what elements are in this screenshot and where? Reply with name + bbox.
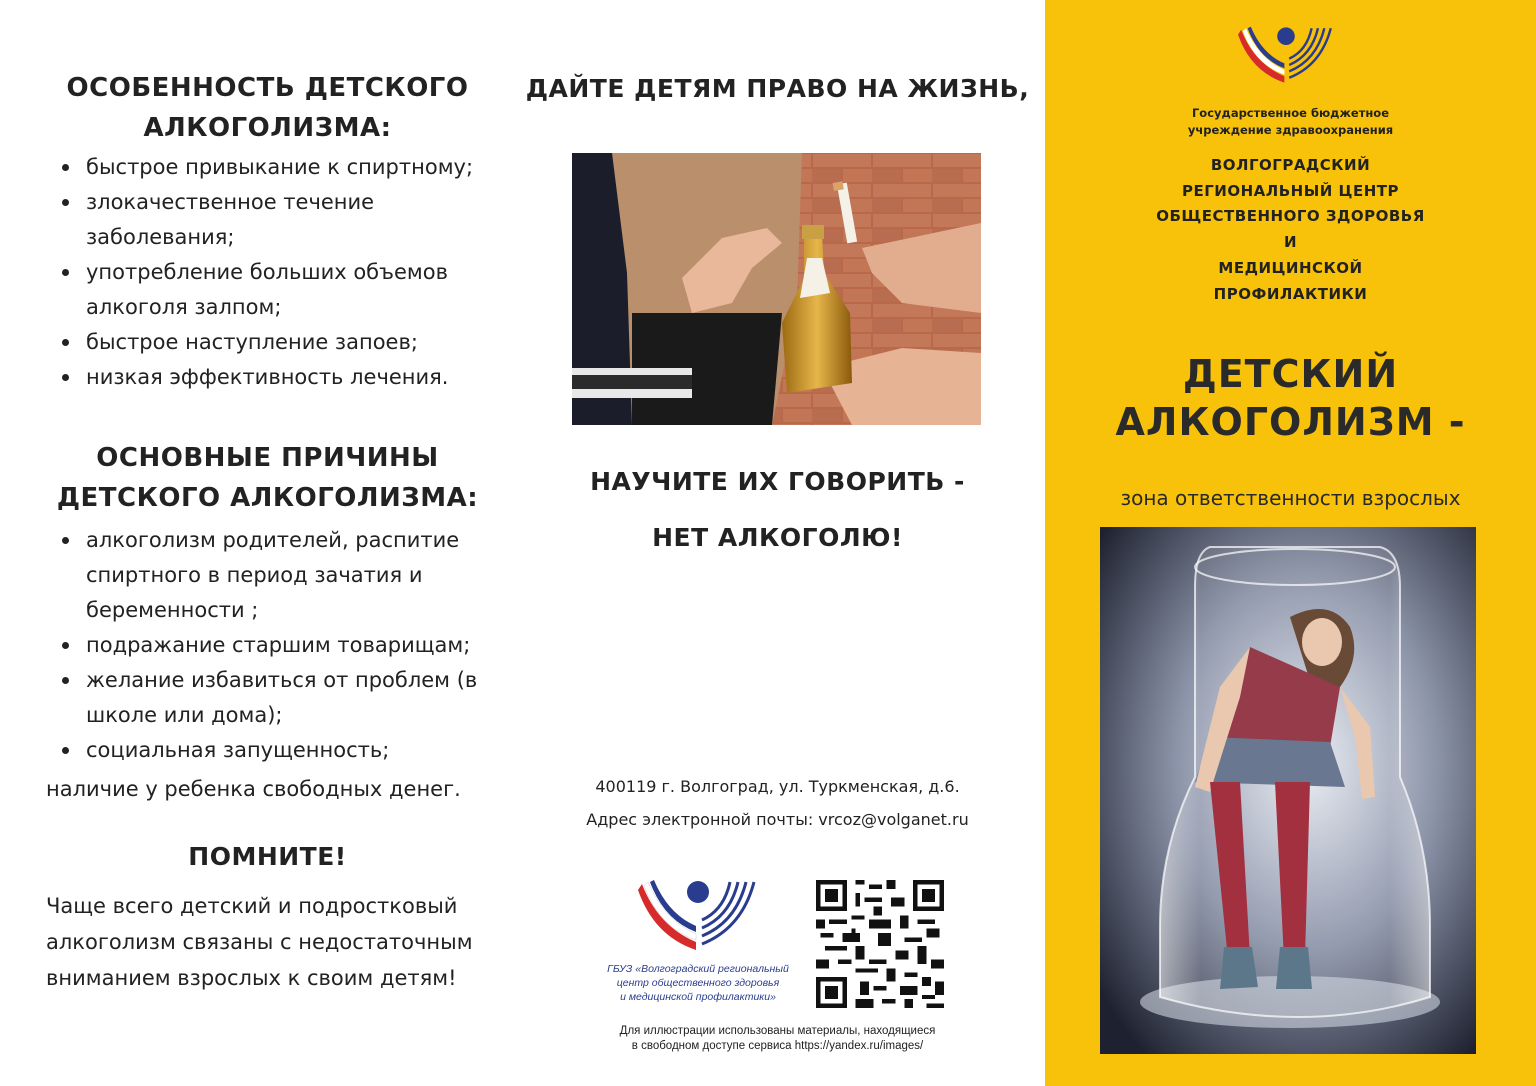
feature-item: употребление больших объемов алкоголя залпом;	[46, 255, 506, 325]
feature-item: быстрое наступление запоев;	[46, 325, 506, 360]
brochure-title: ДЕТСКИЙ АЛКОГОЛИЗМ -	[1115, 352, 1466, 444]
feature-item: низкая эффективность лечения.	[46, 360, 506, 395]
refusal-photo-illustration	[572, 153, 981, 425]
slogan-top: ДАЙТЕ ДЕТЯМ ПРАВО НА ЖИЗНЬ,	[525, 74, 1030, 103]
causes-tail: наличие у ребенка свободных денег.	[46, 777, 461, 801]
org-name: ВОЛГОГРАДСКИЙ РЕГИОНАЛЬНЫЙ ЦЕНТР ОБЩЕСТВЕННОГО ЗДОРОВЬЯ И МЕДИЦИНСКОЙ ПРОФИЛАКТИКИ	[1156, 156, 1425, 303]
right-panel	[1045, 0, 1536, 1086]
middle-panel	[510, 0, 1045, 1086]
address: 400119 г. Волгоград, ул. Туркменская, д.6.	[595, 777, 960, 796]
girl-in-glass-illustration	[1100, 527, 1476, 1054]
remember-text: Чаще всего детский и подростковый алкоголизм связаны с недостаточным вниманием взрослых к своим детям!	[46, 894, 473, 990]
girl-in-glass-photo	[1100, 527, 1476, 1054]
brochure-subtitle: зона ответственности взрослых	[1120, 486, 1461, 510]
causes-list	[46, 523, 506, 768]
heading-causes: ОСНОВНЫЕ ПРИЧИНЫ ДЕТСКОГО АЛКОГОЛИЗМА:	[56, 443, 479, 513]
feature-item: быстрое привыкание к спиртному;	[46, 150, 506, 185]
image-credits: Для иллюстрации использованы материалы, находящиеся в свободном доступе сервиса https://yandex.ru/images/	[619, 1025, 936, 1052]
logo-caption: ГБУЗ «Волгоградский региональный центр общественного здоровья и медицинской профилактики»	[607, 963, 789, 1003]
cause-item: подражание старшим товарищам;	[46, 628, 506, 663]
remember-heading: ПОМНИТЕ!	[188, 842, 347, 871]
logo-emblem-icon	[1238, 22, 1334, 92]
refusal-photo	[572, 153, 981, 425]
slogan-say: НАУЧИТЕ ИХ ГОВОРИТЬ -	[590, 467, 965, 496]
qr-code[interactable]	[815, 880, 945, 1008]
feature-item: злокачественное течение заболевания;	[46, 185, 506, 255]
heading-features: ОСОБЕННОСТЬ ДЕТСКОГО АЛКОГОЛИЗМА:	[66, 73, 469, 143]
center-logo	[638, 878, 758, 958]
logo-emblem-icon	[638, 878, 758, 958]
left-panel	[0, 0, 510, 1086]
org-logo	[1238, 22, 1334, 92]
cause-item: социальная запущенность;	[46, 733, 506, 768]
qr-code-icon	[815, 880, 945, 1008]
features-list	[46, 150, 506, 395]
cause-item: желание избавиться от проблем (в школе или дома);	[46, 663, 506, 733]
slogan-no-alcohol: НЕТ АЛКОГОЛЮ!	[652, 523, 903, 552]
email: Адрес электронной почты: vrcoz@volganet.ru	[586, 810, 969, 829]
cause-item: алкоголизм родителей, распитие спиртного в период зачатия и беременности ;	[46, 523, 506, 628]
org-type: Государственное бюджетное учреждение здравоохранения	[1187, 106, 1394, 137]
